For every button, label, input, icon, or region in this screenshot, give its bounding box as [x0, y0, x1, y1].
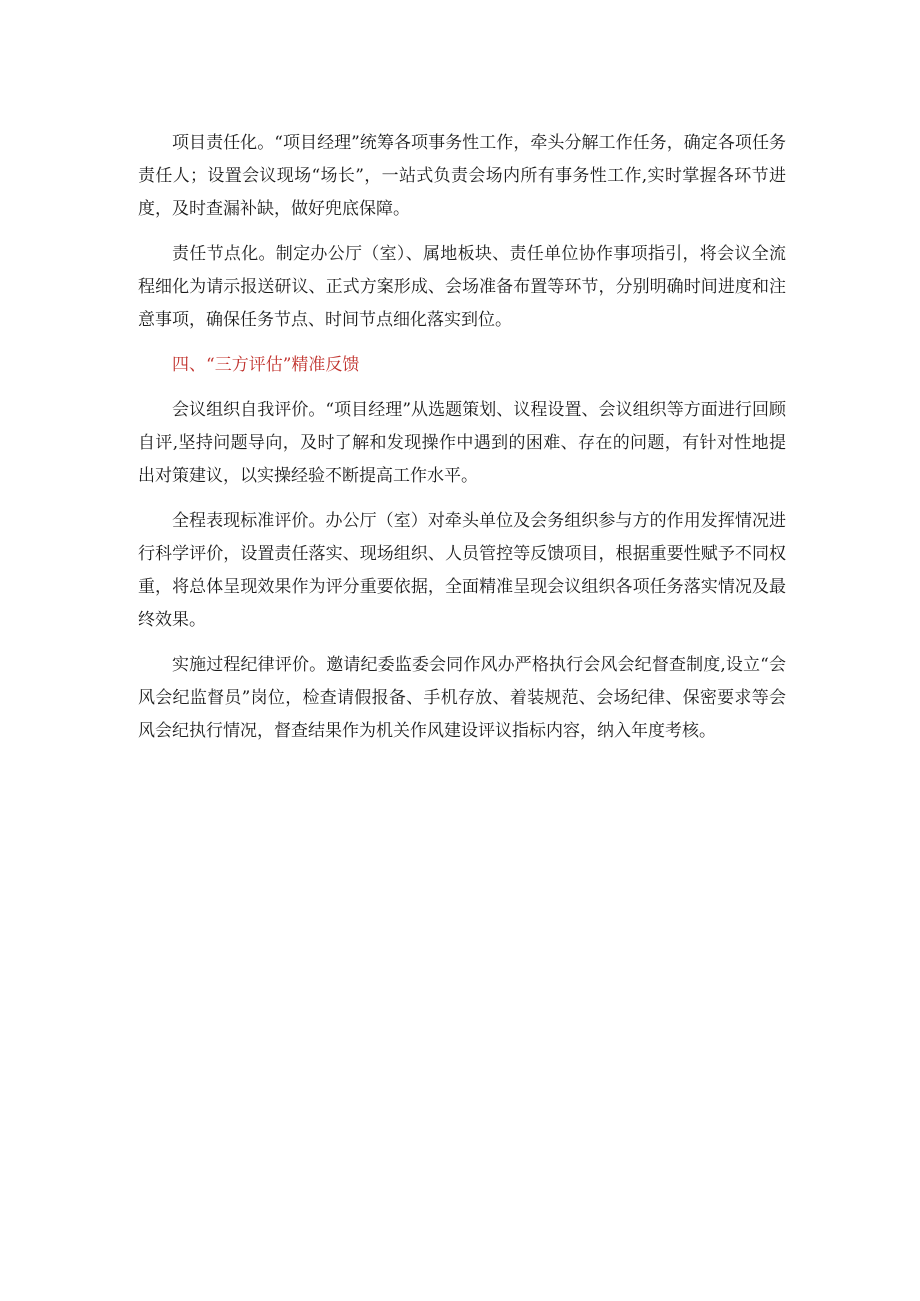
document-body: [138, 127, 786, 760]
paragraph-responsibility-nodes: 责任节点化。制定办公厅（室）、属地板块、责任单位协作事项指引，将会议全流程细化为请示报送研议、正式方案形成、会场准备布置等环节，分别明确时间进度和注意事项，确保任务节点、时间节点细化落实到位。: [138, 244, 786, 330]
paragraph-project-responsibility: 项目责任化。“项目经理”统筹各项事务性工作，牵头分解工作任务，确定各项任务责任人；设置会议现场“场长”，一站式负责会场内所有事务性工作,实时掌握各环节进度，及时查漏补缺，做好兜底保障。: [138, 133, 786, 219]
paragraph-discipline-evaluation: 实施过程纪律评价。邀请纪委监委会同作风办严格执行会风会纪督查制度,设立“会风会纪监督员”岗位，检查请假报备、手机存放、着装规范、会场纪律、保密要求等会风会纪执行情况，督查结果作为机关作风建设评议指标内容，纳入年度考核。: [138, 655, 786, 741]
paragraph-self-evaluation: 会议组织自我评价。“项目经理”从选题策划、议程设置、会议组织等方面进行回顾自评,坚持问题导向，及时了解和发现操作中遇到的困难、存在的问题，有针对性地提出对策建议，以实操经验不断提高工作水平。: [138, 400, 786, 486]
section-heading-four: 四、“三方评估”精准反馈: [172, 355, 360, 375]
paragraph-standard-evaluation: 全程表现标准评价。办公厅（室）对牵头单位及会务组织参与方的作用发挥情况进行科学评价，设置责任落实、现场组织、人员管控等反馈项目，根据重要性赋予不同权重，将总体呈现效果作为评分重要依据，全面精准呈现会议组织各项任务落实情况及最终效果。: [138, 511, 786, 630]
